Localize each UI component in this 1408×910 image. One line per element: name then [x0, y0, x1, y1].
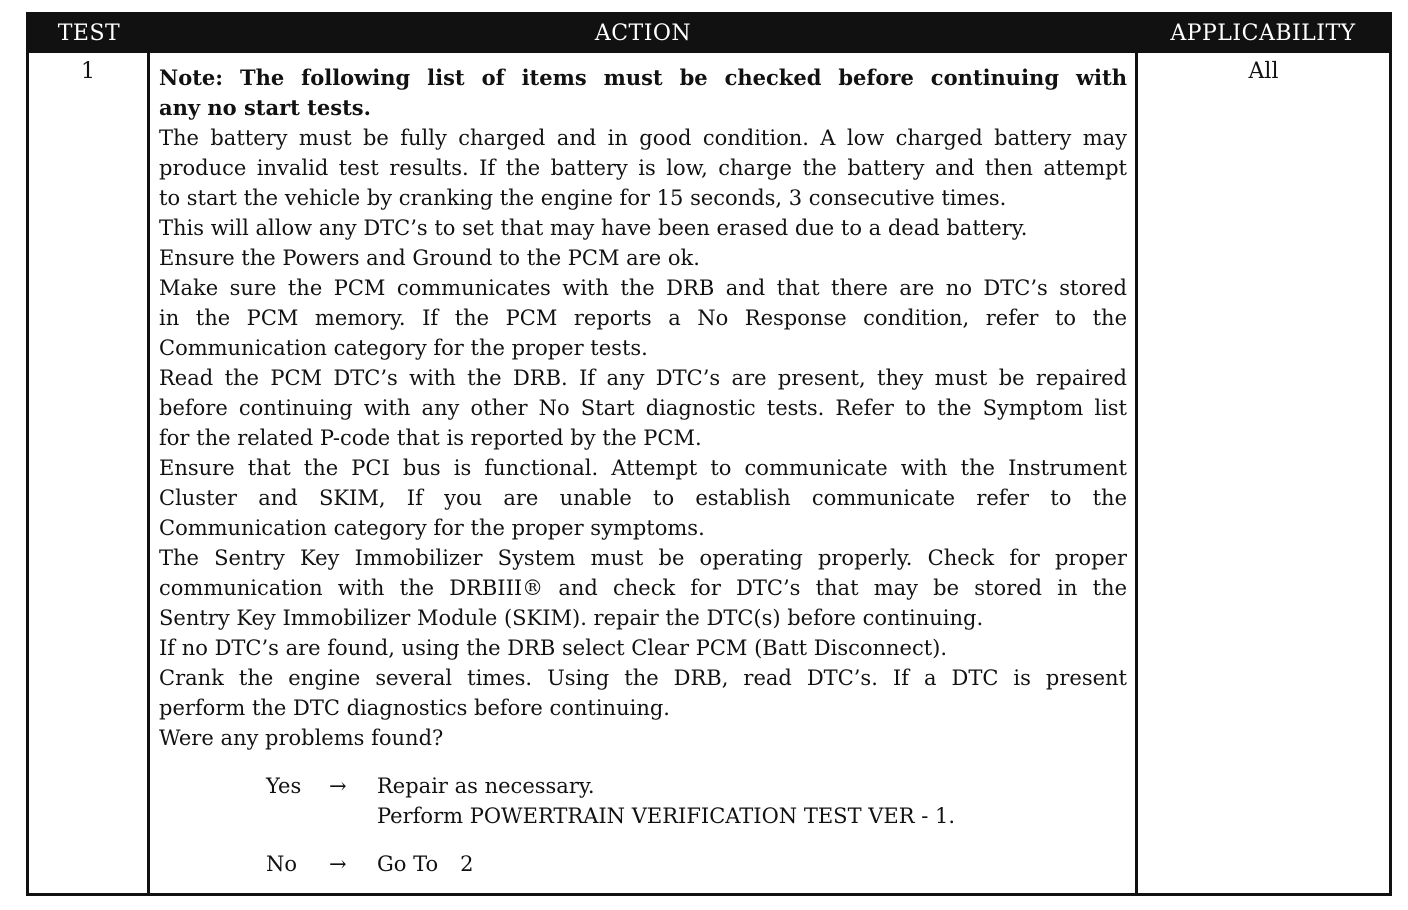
- table-header-row: [29, 15, 1389, 53]
- column-divider-applicability: [1135, 53, 1138, 893]
- body-line: produce invalid test results. If the battery is low, charge the battery and then attempt: [159, 156, 1127, 180]
- body-line: This will allow any DTC’s to set that may have been erased due to a dead battery.: [159, 216, 1028, 240]
- yes-outcome-continued: [159, 801, 1127, 831]
- yes-label: Yes: [266, 774, 302, 798]
- body-line: The battery must be fully charged and in good condition. A low charged battery may: [159, 126, 1127, 150]
- diagnostic-table: [26, 12, 1392, 896]
- body-line: for the related P-code that is reported by the PCM.: [159, 426, 702, 450]
- go-to-label: Go To: [377, 852, 439, 876]
- no-outcome: [159, 849, 1127, 879]
- no-result: [377, 849, 474, 879]
- body-line: Ensure that the PCI bus is functional. Attempt to communicate with the Instrument: [159, 456, 1127, 480]
- applicability-cell: All: [1248, 59, 1279, 84]
- body-line: Ensure the Powers and Ground to the PCM are ok.: [159, 246, 700, 270]
- body-line: Sentry Key Immobilizer Module (SKIM). repair the DTC(s) before continuing.: [159, 606, 984, 630]
- header-action: ACTION: [594, 21, 692, 46]
- note-line: Note: The following list of items must be checked before continuing with: [159, 65, 1127, 90]
- body-line: Read the PCM DTC’s with the DRB. If any DTC’s are present, they must be repaired: [159, 366, 1127, 390]
- body-line: in the PCM memory. If the PCM reports a No Response condition, refer to the: [159, 306, 1127, 330]
- yes-result-line-1: Repair as necessary.: [377, 774, 595, 798]
- right-arrow-icon: →: [329, 852, 347, 876]
- body-line: before continuing with any other No Start diagnostic tests. Refer to the Symptom list: [159, 396, 1127, 420]
- yes-outcome: [159, 771, 1127, 801]
- go-to-number: 2: [460, 852, 474, 876]
- body-line: If no DTC’s are found, using the DRB select Clear PCM (Batt Disconnect).: [159, 636, 948, 660]
- yes-result-line-2: Perform POWERTRAIN VERIFICATION TEST VER - 1.: [377, 804, 956, 828]
- body-line: The Sentry Key Immobilizer System must be operating properly. Check for proper: [159, 546, 1127, 570]
- body-line: perform the DTC diagnostics before continuing.: [159, 696, 670, 720]
- test-number-cell: 1: [81, 59, 95, 84]
- body-line: Communication category for the proper tests.: [159, 336, 648, 360]
- body-line: communication with the DRBIII® and check for DTC’s that may be stored in the: [159, 576, 1127, 600]
- action-cell: [159, 63, 1127, 879]
- body-line: Make sure the PCM communicates with the DRB and that there are no DTC’s stored: [159, 276, 1127, 300]
- body-line: Cluster and SKIM, If you are unable to establish communicate refer to the: [159, 486, 1127, 510]
- column-divider-test: [147, 53, 150, 893]
- body-line: Communication category for the proper symptoms.: [159, 516, 705, 540]
- body-line: to start the vehicle by cranking the engine for 15 seconds, 3 consecutive times.: [159, 186, 1007, 210]
- header-test: TEST: [57, 21, 121, 46]
- no-label: No: [266, 852, 298, 876]
- note-line: any no start tests.: [159, 95, 371, 120]
- header-applicability: APPLICABILITY: [1170, 21, 1356, 46]
- body-line: Crank the engine several times. Using the DRB, read DTC’s. If a DTC is present: [159, 666, 1127, 690]
- right-arrow-icon: →: [329, 774, 347, 798]
- question-line: Were any problems found?: [159, 726, 444, 750]
